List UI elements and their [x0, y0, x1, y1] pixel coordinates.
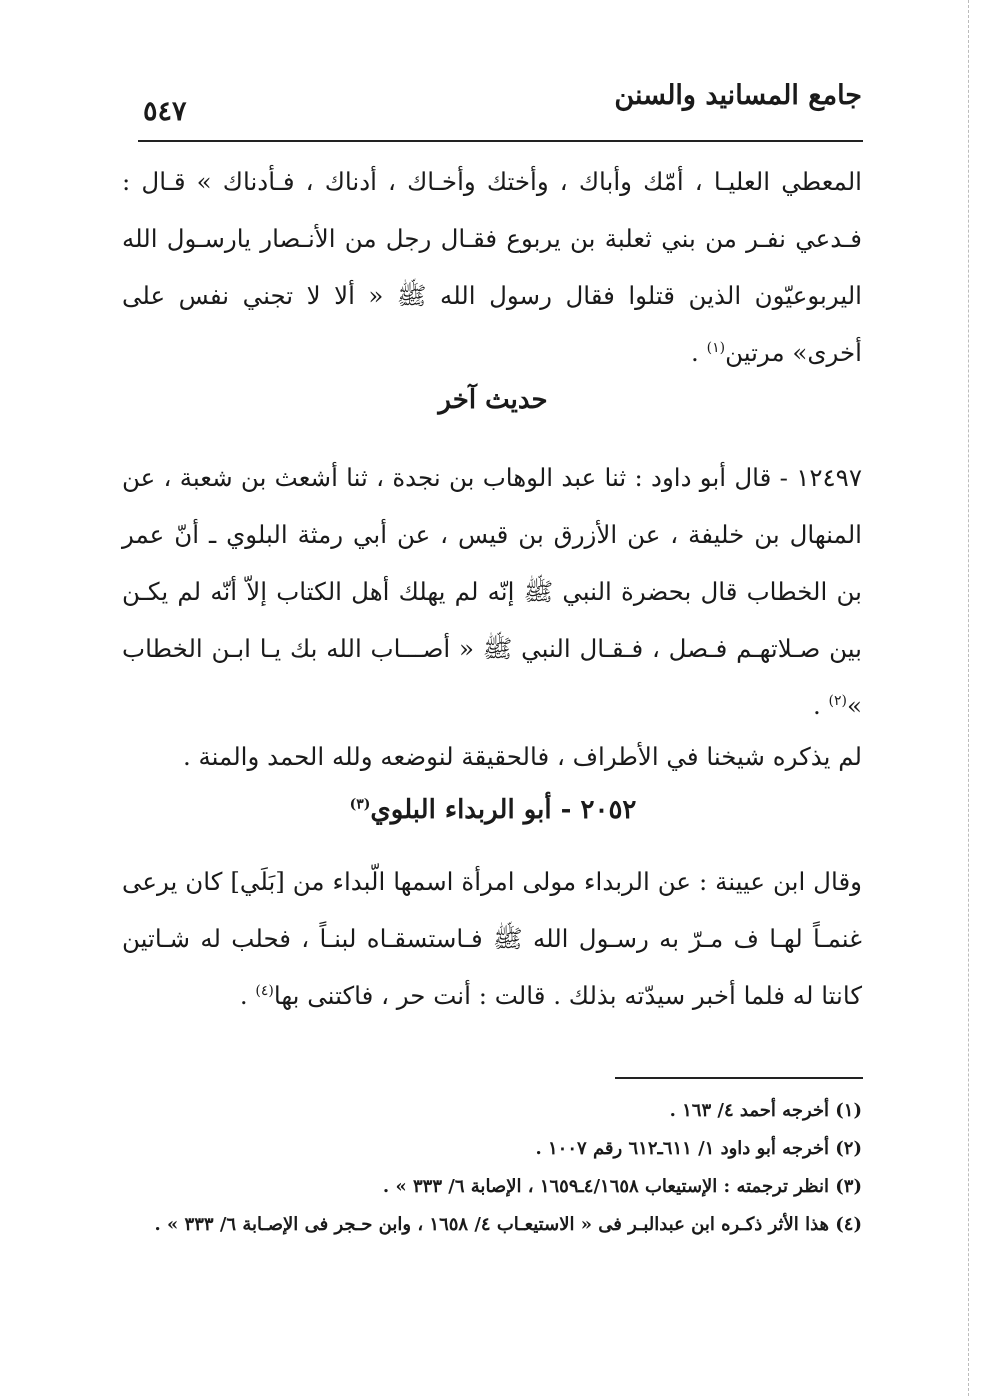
section-heading-1: حديث آخر [438, 385, 548, 415]
footnote-separator [615, 1077, 863, 1079]
footnote-3: (٣) انظر ترجمته : الإستيعاب ٤/١٦٥٨ـ١٦٥٩ ، الإصابة ٦/ ٣٣٣ » . [382, 1176, 862, 1197]
footnote-ref-1[interactable]: (١) [706, 339, 726, 356]
paragraph-1-text: المعطي العليـا ، أمّك وأباك ، وأختك وأخـاك ، أدناك ، فـأدناك » قـال : فـدعي نفـر من بني ثعلبة بن يربوع فقـال رجل من الأنـصار يارسـول الله اليربوعيّون الذين قتلوا فقال رسول الله ﷺ « ألا لا تجني نفس على أخرى» مرتين [122, 167, 862, 367]
paragraph-4-end: . [239, 981, 256, 1010]
footnotes-list [122, 1092, 862, 1244]
paragraph-4-text: وقال ابن عيينة : عن الربداء مولى امرأة اسمها الّبداء من [بَلَي] كان يرعى غنمـاً لهـا ف مـرّ به رسـول الله ﷺ فـاستسقـاه لبنـاً ، فحلب له شـاتين كانتا له فلما أخبر سيدّته بذلك . قالت : أنت حر ، فاكتنى بها [122, 867, 862, 1010]
footnote-2: (٢) أخرجه أبو داود ١/ ٦١١ـ٦١٢ رقم ١٠٠٧ . [535, 1138, 862, 1159]
footnote-ref-4[interactable]: (٤) [255, 982, 274, 999]
scan-edge-line [968, 0, 970, 1396]
section-heading-2 [123, 795, 863, 825]
page-number: ٥٤٧ [143, 96, 187, 127]
footnote-4: (٤) هذا الأثر ذكـره ابن عبدالبـر فى « الاستيعـاب ٤/ ١٦٥٨ ، وابن حـجر فى الإصـابة ٦/ ٣٣٣ » . [154, 1214, 862, 1235]
paragraph-4 [122, 853, 862, 1024]
paragraph-3: لم يذكره شيخنا في الأطراف ، فالحقيقة لنوضعه ولله الحمد والمنة . [182, 742, 862, 771]
paragraph-2 [122, 449, 862, 734]
paragraph-1 [122, 153, 862, 381]
footnote-ref-2[interactable]: (٢) [828, 692, 847, 709]
footnote-ref-3[interactable]: (٣) [349, 796, 371, 813]
footnote-1: (١) أخرجه أحمد ٤/ ١٦٣ . [669, 1100, 862, 1121]
running-title: جامع المسانيد والسنن [614, 80, 862, 111]
paragraph-2-text: ١٢٤٩٧ - قال أبو داود : ثنا عبد الوهاب بن نجدة ، ثنا أشعث بن شعبة ، عن المنهال بن خليفة ، عن الأزرق بن قيس ، عن أبي رمثة البلوي ـ أنّ عمر بن الخطاب قال بحضرة النبي ﷺ إنّه لم يهلك أهل الكتاب إلاّ أنّه لم يكـن بين صـلاتهـم فـصل ، فـقـال النبي ﷺ « أصـــاب الله بك يـا ابـن الخطاب » [122, 463, 862, 720]
paragraph-2-end: . [812, 691, 829, 720]
paragraph-1-end: . [691, 338, 707, 367]
section-heading-2-text: ٢٠٥٢ - أبو الربداء البلوي [370, 795, 637, 825]
header-rule [138, 140, 863, 142]
